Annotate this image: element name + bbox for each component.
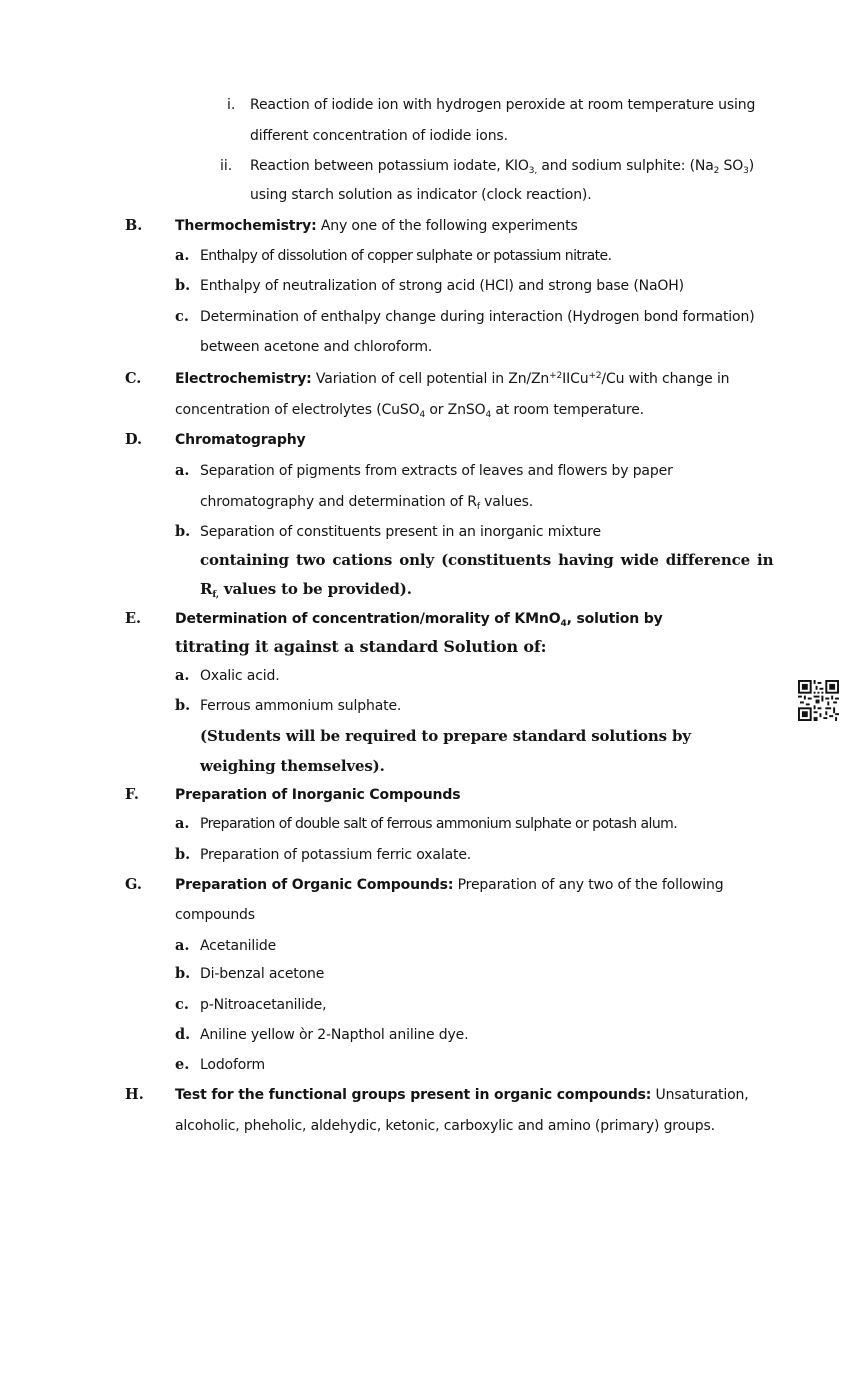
section-h-line2: alcoholic, pheholic, aldehydic, ketonic, carboxylic and amino (primary) groups.: [175, 1118, 715, 1134]
list-marker-b-b: b.: [175, 277, 191, 294]
list-marker-g-a: a.: [175, 937, 190, 954]
kinetics-item-ii-line1: Reaction between potassium iodate, $KIO_{3,}$ and sodium sulphite: ($Na_2$ $SO_3$): [250, 158, 755, 176]
section-d-item-a-line1: Separation of pigments from extracts of leaves and flowers by paper: [200, 463, 673, 479]
section-e-item-b: Ferrous ammonium sulphate.: [200, 698, 402, 714]
kinetics-item-i-line2: different concentration of iodide ions.: [250, 128, 508, 144]
list-marker-d-b: b.: [175, 523, 191, 540]
section-e-heading: Determination of concentration/morality of KMnO$_4$, solution by: [175, 611, 663, 629]
section-label-h: H.: [125, 1086, 144, 1103]
section-b-item-b: Enthalpy of neutralization of strong acid (HCl) and strong base (NaOH): [200, 278, 684, 294]
list-marker-f-b: b.: [175, 846, 191, 863]
section-f-heading: Preparation of Inorganic Compounds: [175, 787, 461, 803]
section-label-d: D.: [125, 431, 143, 448]
list-marker-b-c: c.: [175, 308, 189, 325]
section-e-line2: titrating it against a standard Solution of:: [175, 637, 547, 656]
list-marker-d-a: a.: [175, 462, 190, 479]
list-marker-ii: ii.: [220, 158, 233, 174]
section-label-e: E.: [125, 610, 142, 627]
section-g-item-c: p-Nitroacetanilide,: [200, 997, 327, 1013]
section-e-note-line2: weighing themselves).: [200, 757, 385, 775]
section-e-item-a: Oxalic acid.: [200, 668, 280, 684]
qr-code-icon: [798, 680, 839, 721]
list-marker-b-a: a.: [175, 247, 190, 264]
section-d-item-b-line1: Separation of constituents present in an inorganic mixture: [200, 524, 601, 540]
section-c-heading: Electrochemistry: Variation of cell potential in $Zn/Zn^{+2}IICu^{+2}/Cu$ with change in: [175, 371, 730, 387]
list-marker-g-c: c.: [175, 996, 189, 1013]
section-g-item-e: Lodoform: [200, 1057, 266, 1073]
section-c-line2: concentration of electrolytes (CuSO$_4$ or ZnSO$_4$ at room temperature.: [175, 402, 644, 420]
section-g-item-a: Acetanilide: [200, 938, 277, 954]
section-f-item-a: Preparation of double salt of ferrous ammonium sulphate or potash alum.: [200, 816, 678, 832]
section-b-item-c-line2: between acetone and chloroform.: [200, 339, 433, 355]
section-e-note-line1: (Students will be required to prepare standard solutions by: [200, 727, 691, 745]
section-h-heading: Test for the functional groups present in organic compounds: Unsaturation,: [175, 1087, 749, 1103]
section-b-item-c-line1: Determination of enthalpy change during interaction (Hydrogen bond formation): [200, 309, 755, 325]
section-d-heading: Chromatography: [175, 432, 306, 448]
section-g-item-d: Aniline yellow òr 2-Napthol aniline dye.: [200, 1027, 469, 1043]
section-d-item-b-line2: containing two cations only (constituents having wide difference in: [200, 551, 774, 569]
list-marker-i: i.: [227, 97, 236, 113]
section-label-f: F.: [125, 786, 139, 803]
list-marker-e-b: b.: [175, 697, 191, 714]
section-d-item-b-line3: $R_{f,}$ values to be provided).: [200, 580, 412, 600]
kinetics-item-ii-line2: using starch solution as indicator (clock reaction).: [250, 187, 592, 203]
list-marker-g-d: d.: [175, 1026, 191, 1043]
section-f-item-b: Preparation of potassium ferric oxalate.: [200, 847, 472, 863]
section-b-heading: Thermochemistry: Any one of the following experiments: [175, 218, 578, 234]
section-g-line2: compounds: [175, 907, 255, 923]
section-b-item-a: Enthalpy of dissolution of copper sulphate or potassium nitrate.: [200, 248, 612, 264]
kinetics-item-i-line1: Reaction of iodide ion with hydrogen peroxide at room temperature using: [250, 97, 756, 113]
list-marker-g-e: e.: [175, 1056, 190, 1073]
list-marker-g-b: b.: [175, 965, 191, 982]
section-label-g: G.: [125, 876, 142, 893]
section-label-b: B.: [125, 217, 143, 234]
section-g-item-b: Di-benzal acetone: [200, 966, 325, 982]
section-label-c: C.: [125, 370, 142, 387]
list-marker-e-a: a.: [175, 667, 190, 684]
section-d-item-a-line2: chromatography and determination of $R_f$ values.: [200, 494, 534, 512]
section-g-heading: Preparation of Organic Compounds: Preparation of any two of the following: [175, 877, 724, 893]
list-marker-f-a: a.: [175, 815, 190, 832]
